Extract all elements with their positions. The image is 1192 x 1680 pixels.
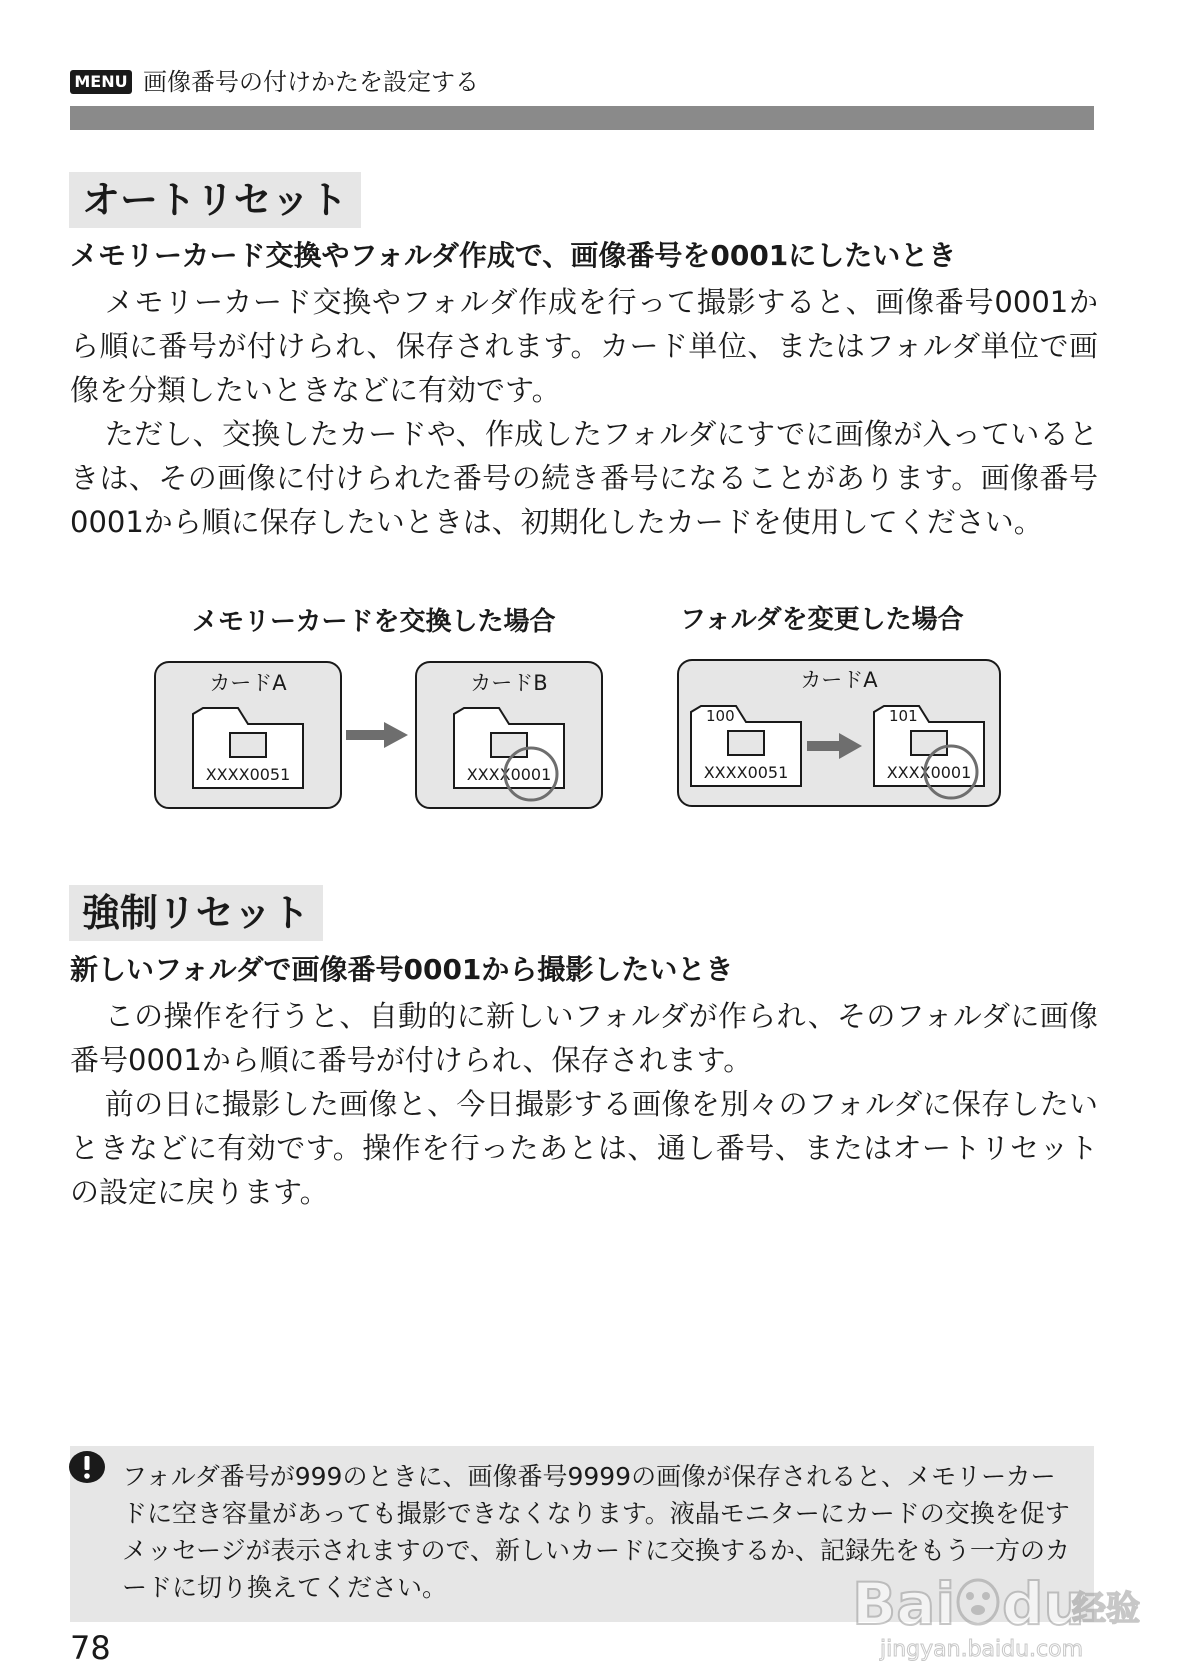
card-b-label: カードB: [470, 671, 548, 695]
forced-reset-paragraph-2: 前の日に撮影した画像と、今日撮影する画像を別々のフォルダに保存したいときなどに有効です。操作を行ったあとは、通し番号、またはオートリセットの設定に戻ります。: [70, 1087, 1098, 1209]
card-a-label: カードA: [800, 668, 878, 692]
svg-text:jingyan.baidu.com: jingyan.baidu.com: [880, 1637, 1084, 1662]
file-number-before: XXXX0051: [703, 763, 789, 782]
auto-reset-subheading: メモリーカード交換やフォルダ作成で、画像番号を0001にしたいとき: [70, 239, 957, 272]
svg-text:du: du: [1002, 1570, 1085, 1638]
paw-icon: [958, 1580, 998, 1624]
menu-badge: MENU: [70, 70, 132, 94]
forced-reset-body: [70, 994, 1098, 1214]
diagram-left-title: メモリーカードを交換した場合: [192, 607, 556, 637]
folder-number-after: 101: [889, 707, 918, 725]
auto-reset-heading: オートリセット: [69, 172, 361, 228]
file-number-before: XXXX0051: [205, 765, 291, 784]
card-b-panel: [416, 662, 602, 808]
caution-icon: [68, 1449, 106, 1485]
file-number-after: XXXX0001: [886, 763, 972, 782]
svg-text:经验: 经验: [1072, 1589, 1140, 1629]
diagram-right-title: フォルダを変更した場合: [680, 605, 964, 635]
folder-change-panel: [678, 660, 1000, 806]
arrow-right-icon: [346, 722, 408, 748]
card-a-label: カードA: [209, 671, 287, 695]
auto-reset-paragraph-1: メモリーカード交換やフォルダ作成を行って撮影すると、画像番号0001から順に番号が付けられ、保存されます。カード単位、またはフォルダ単位で画像を分類したいときなどに有効です。: [70, 285, 1098, 407]
svg-text:Bai: Bai: [852, 1570, 956, 1638]
folder-number-before: 100: [706, 707, 735, 725]
forced-reset-subheading: 新しいフォルダで画像番号0001から撮影したいとき: [70, 953, 734, 986]
forced-reset-heading: 強制リセット: [69, 885, 323, 941]
header-rule: [70, 106, 1094, 130]
reset-diagram: [150, 600, 1010, 820]
caution-text: フォルダ番号が999のときに、画像番号9999の画像が保存されると、メモリーカードに空き容量があっても撮影できなくなります。液晶モニターにカードの交換を促すメッセージが表示されますので、新しいカードに交換するか、記録先をもう一方のカードに切り換えてください。: [122, 1462, 1071, 1602]
baidu-watermark-logo: [842, 1554, 1142, 1664]
card-a-panel: [155, 662, 341, 808]
file-number-after: XXXX0001: [466, 765, 552, 784]
auto-reset-paragraph-2: ただし、交換したカードや、作成したフォルダにすでに画像が入っているときは、その画像に付けられた番号の続き番号になることがあります。画像番号0001から順に保存したいときは、初期化したカードを使用してください。: [70, 417, 1098, 539]
auto-reset-body: [70, 280, 1098, 544]
running-header-title: 画像番号の付けかたを設定する: [143, 68, 479, 96]
page-number: 78: [70, 1629, 111, 1667]
forced-reset-paragraph-1: この操作を行うと、自動的に新しいフォルダが作られ、そのフォルダに画像番号0001から順に番号が付けられ、保存されます。: [70, 999, 1098, 1077]
